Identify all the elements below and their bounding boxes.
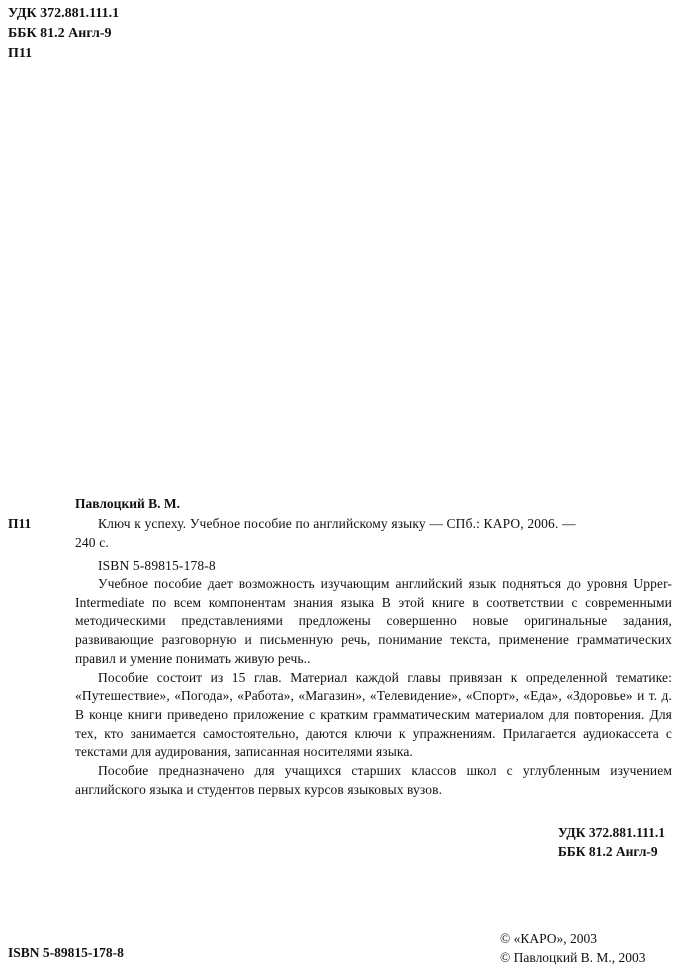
footer-isbn: ISBN 5-89815-178-8 bbox=[8, 945, 124, 960]
udk-code-bottom: УДК 372.881.111.1 bbox=[557, 825, 665, 840]
author-mark-top: П11 bbox=[8, 46, 33, 61]
book-annotation bbox=[75, 575, 672, 799]
author-name: Павлоцкий В. М. bbox=[75, 496, 181, 511]
bottom-classification-codes bbox=[558, 823, 665, 861]
annotation-paragraph: Учебное пособие дает возможность изучающим английский язык подняться до уровня Upper-Intermediate по всем компонентам знания языка В этой книге в соответствии с современными методическими представлениями предложены совершенно новые оригинальные задания, развивающие разговорную и письменную речь, понимание текста, применение грамматических правил и умение понимать живую речь.. bbox=[75, 576, 672, 666]
record-isbn: ISBN 5-89815-178-8 bbox=[98, 558, 216, 573]
title-imprint-line-2: 240 с. bbox=[75, 535, 109, 550]
annotation-paragraph: Пособие состоит из 15 глав. Материал каждой главы привязан к определенной тематике: «Путешествие», «Погода», «Работа», «Магазин», «Телевидение», «Спорт», «Еда», «Здоровье» и т. д. В конце книги приведено приложение с кратким грамматическим материалом для повторения. Для тех, кто занимается самостоятельно, даются ключи к упражнениям. Прилагается аудиокассета с текстами для аудирования, записанная носителями языка. bbox=[75, 669, 672, 760]
udk-code-top: УДК 372.881.111.1 bbox=[8, 6, 120, 21]
copyright-author: © Павлоцкий В. М., 2003 bbox=[500, 950, 646, 965]
annotation-paragraph: Пособие предназначено для учащихся старших классов школ с углубленным изучением английского языка и студентов первых курсов языковых вузов. bbox=[75, 763, 672, 797]
top-classification-codes bbox=[8, 4, 119, 64]
title-imprint-line-1: Ключ к успеху. Учебное пособие по английскому языку — СПб.: КАРО, 2006. — bbox=[98, 516, 576, 531]
copyright-publisher: © «КАРО», 2003 bbox=[500, 931, 598, 946]
bbk-code-top: ББК 81.2 Англ-9 bbox=[8, 26, 112, 41]
author-mark: П11 bbox=[8, 516, 32, 531]
copyright-block bbox=[500, 929, 646, 967]
bbk-code-bottom: ББК 81.2 Англ-9 bbox=[557, 844, 658, 859]
